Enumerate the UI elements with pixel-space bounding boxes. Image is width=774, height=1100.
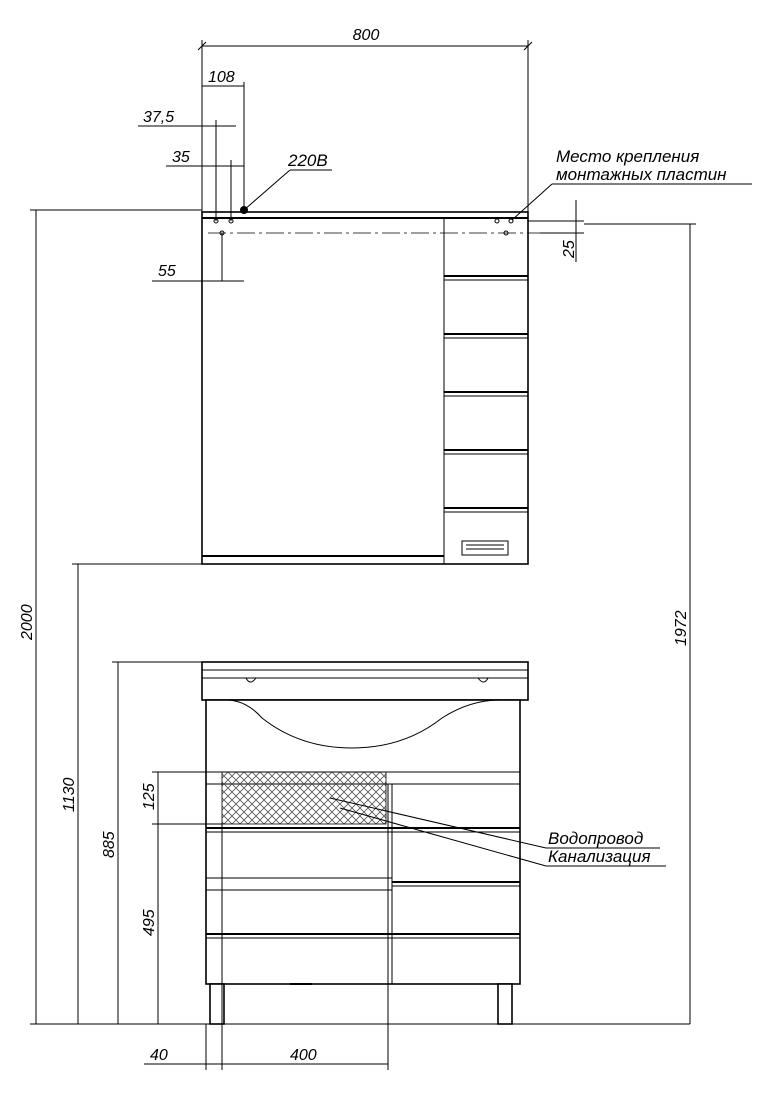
dim-885-label: 885 [101, 831, 118, 858]
vanity-cabinet [202, 662, 528, 1024]
dim-55-label: 55 [158, 263, 176, 280]
dim-37-label: 37,5 [143, 109, 175, 126]
dim-800-label: 800 [352, 27, 380, 44]
mirror-cabinet [202, 206, 540, 564]
dim-35-label: 35 [172, 149, 190, 166]
dim-40-label: 40 [150, 1047, 168, 1064]
dim-2000-label: 2000 [19, 604, 36, 640]
dim-108-label: 108 [208, 69, 235, 86]
dim-125-label: 125 [141, 783, 158, 810]
mount-leader [512, 184, 552, 220]
power-leader [244, 170, 290, 210]
dim-495-label: 495 [141, 909, 158, 936]
dim-1130-label: 1130 [61, 777, 78, 812]
sewer-label: Канализация [548, 847, 651, 866]
dim-25-label: 25 [561, 240, 578, 258]
mirror-cabinet-outline [202, 212, 528, 564]
dim-400-label: 400 [290, 1047, 317, 1064]
vanity-leg [498, 984, 512, 1024]
water-label: Водопровод [548, 829, 644, 848]
mount-label-line2: монтажных пластин [556, 165, 727, 184]
vanity-body [206, 700, 520, 984]
power-label: 220В [288, 151, 328, 170]
sink-top [202, 662, 528, 700]
dim-1972-label: 1972 [673, 610, 690, 646]
mount-label-line1: Место крепления [556, 147, 700, 166]
plumbing-zone [222, 772, 386, 824]
